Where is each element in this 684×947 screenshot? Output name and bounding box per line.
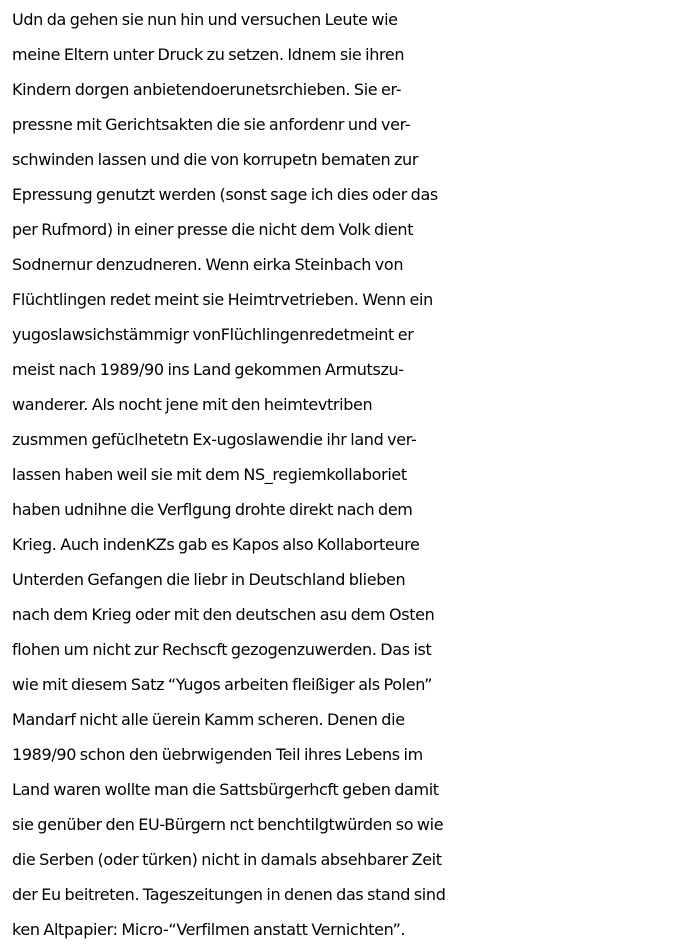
text-line: meist nach 1989/90 ins Land gekommen Armutszu- xyxy=(12,360,404,379)
text-line: nach dem Krieg oder mit den deutschen asu dem Osten xyxy=(12,605,435,624)
text-line: Land waren wollte man die Sattsbürgerhcft geben damit xyxy=(12,780,439,799)
text-line: yugoslawsichstämmigr vonFlüchlingenredetmeint er xyxy=(12,325,414,344)
text-line: Mandarf nicht alle üerein Kamm scheren. Denen die xyxy=(12,710,405,729)
text-line: ken Altpapier: Micro-“Verfilmen anstatt Vernichten”. xyxy=(12,920,406,939)
text-line: haben udnihne die Verflgung drohte direkt nach dem xyxy=(12,500,413,519)
text-line: pressne mit Gerichtsakten die sie anfordenr und ver- xyxy=(12,115,411,134)
text-line: sie genüber den EU-Bürgern nct benchtilgtwürden so wie xyxy=(12,815,444,834)
text-line: der Eu beitreten. Tageszeitungen in denen das stand sind xyxy=(12,885,446,904)
text-line: 1989/90 schon den üebrwigenden Teil ihres Lebens im xyxy=(12,745,423,764)
text-line: meine Eltern unter Druck zu setzen. Idnem sie ihren xyxy=(12,45,405,64)
text-line: per Rufmord) in einer presse die nicht dem Volk dient xyxy=(12,220,414,239)
text-line: lassen haben weil sie mit dem NS_regiemkollaboriet xyxy=(12,465,407,484)
text-line: Krieg. Auch indenKZs gab es Kapos also Kollaborteure xyxy=(12,535,420,554)
text-line: wie mit diesem Satz “Yugos arbeiten fleißiger als Polen” xyxy=(12,675,433,694)
text-line: Unterden Gefangen die liebr in Deutschland blieben xyxy=(12,570,406,589)
text-line: Epressung genutzt werden (sonst sage ich dies oder das xyxy=(12,185,438,204)
text-line: Kindern dorgen anbietendoerunetsrchieben. Sie er- xyxy=(12,80,402,99)
text-line: die Serben (oder türken) nicht in damals absehbarer Zeit xyxy=(12,850,442,869)
text-line: flohen um nicht zur Rechscft gezogenzuwerden. Das ist xyxy=(12,640,432,659)
text-line: schwinden lassen und die von korrupetn bematen zur xyxy=(12,150,419,169)
text-line: wanderer. Als nocht jene mit den heimtevtriben xyxy=(12,395,373,414)
body-text xyxy=(12,2,682,947)
text-line: zusmmen gefüclhetetn Ex-ugoslawendie ihr land ver- xyxy=(12,430,417,449)
text-line: Sodnernur denzudneren. Wenn eirka Steinbach von xyxy=(12,255,404,274)
text-line: Flüchtlingen redet meint sie Heimtrvetrieben. Wenn ein xyxy=(12,290,433,309)
text-line: Udn da gehen sie nun hin und versuchen Leute wie xyxy=(12,10,398,29)
